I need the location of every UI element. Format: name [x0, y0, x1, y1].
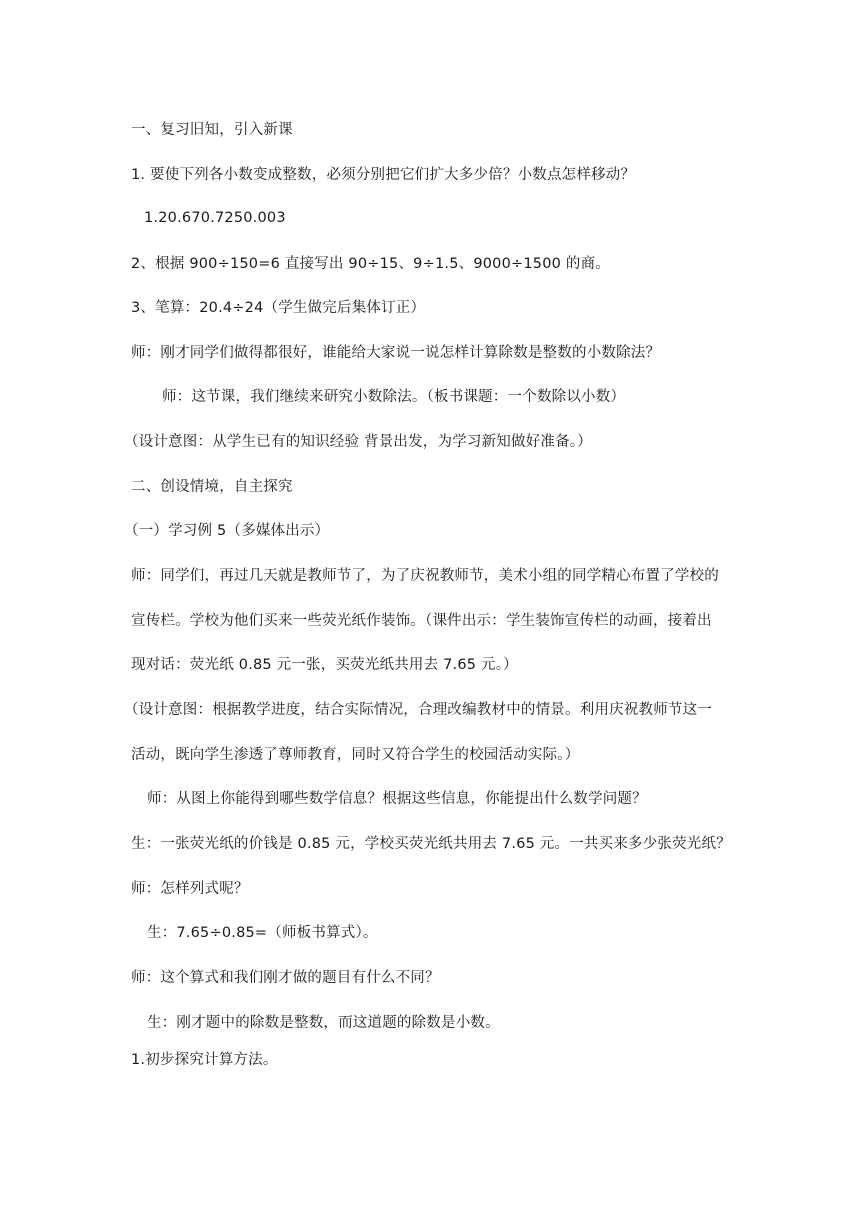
teacher-line-1: 师：刚才同学们做得都很好，谁能给大家说一说怎样计算除数是整数的小数除法？	[131, 345, 661, 361]
question-1-numbers: 1.20.670.7250.003	[144, 210, 286, 226]
question-1: 1. 要使下列各小数变成整数，必须分别把它们扩大多少倍？小数点怎样移动？	[131, 167, 636, 183]
student-answer-1: 生：一张荧光纸的价钱是 0.85 元，学校买荧光纸共用去 7.65 元。一共买来多少张荧光纸？	[131, 836, 731, 852]
question-3: 3、笔算：20.4÷24（学生做完后集体订正）	[131, 300, 426, 316]
teacher-ask-difference: 师：这个算式和我们刚才做的题目有什么不同？	[131, 970, 440, 986]
teacher-paragraph-line-2: 宣传栏。学校为他们买来一些荧光纸作装饰。（课件出示：学生装饰宣传栏的动画，接着出	[131, 613, 712, 629]
design-intent-2-line-2: 活动，既向学生渗透了尊师教育，同时又符合学生的校园活动实际。）	[131, 747, 580, 763]
teacher-ask-formula: 师：怎样列式呢？	[131, 881, 249, 897]
student-answer-2: 生：刚才题中的除数是整数，而这道题的除数是小数。	[147, 1015, 500, 1031]
section-heading-explore: 二、创设情境，自主探究	[131, 479, 293, 495]
teacher-paragraph-line-1: 师：同学们，再过几天就是教师节了，为了庆祝教师节，美术小组的同学精心布置了学校的	[131, 568, 719, 584]
design-intent-2-line-1: （设计意图：根据教学进度，结合实际情况，合理改编教材中的情景。利用庆祝教师节这一	[124, 702, 712, 718]
question-2: 2、根据 900÷150=6 直接写出 90÷15、9÷1.5、9000÷1500 的商。	[131, 256, 610, 272]
design-intent-1: （设计意图：从学生已有的知识经验 背景出发，为学习新知做好准备。）	[124, 434, 592, 450]
step-1-heading: 1.初步探究计算方法。	[131, 1052, 278, 1068]
teacher-line-2: 师：这节课，我们继续来研究小数除法。（板书课题：一个数除以小数）	[162, 389, 626, 405]
subheading-example-5: （一）学习例 5（多媒体出示）	[124, 523, 330, 539]
section-heading-review: 一、复习旧知，引入新课	[131, 122, 293, 138]
teacher-paragraph-line-3: 现对话：荧光纸 0.85 元一张，买荧光纸共用去 7.65 元。）	[131, 657, 518, 673]
teacher-question: 师：从图上你能得到哪些数学信息？根据这些信息，你能提出什么数学问题？	[147, 791, 647, 807]
student-formula: 生：7.65÷0.85=（师板书算式）。	[147, 925, 378, 941]
